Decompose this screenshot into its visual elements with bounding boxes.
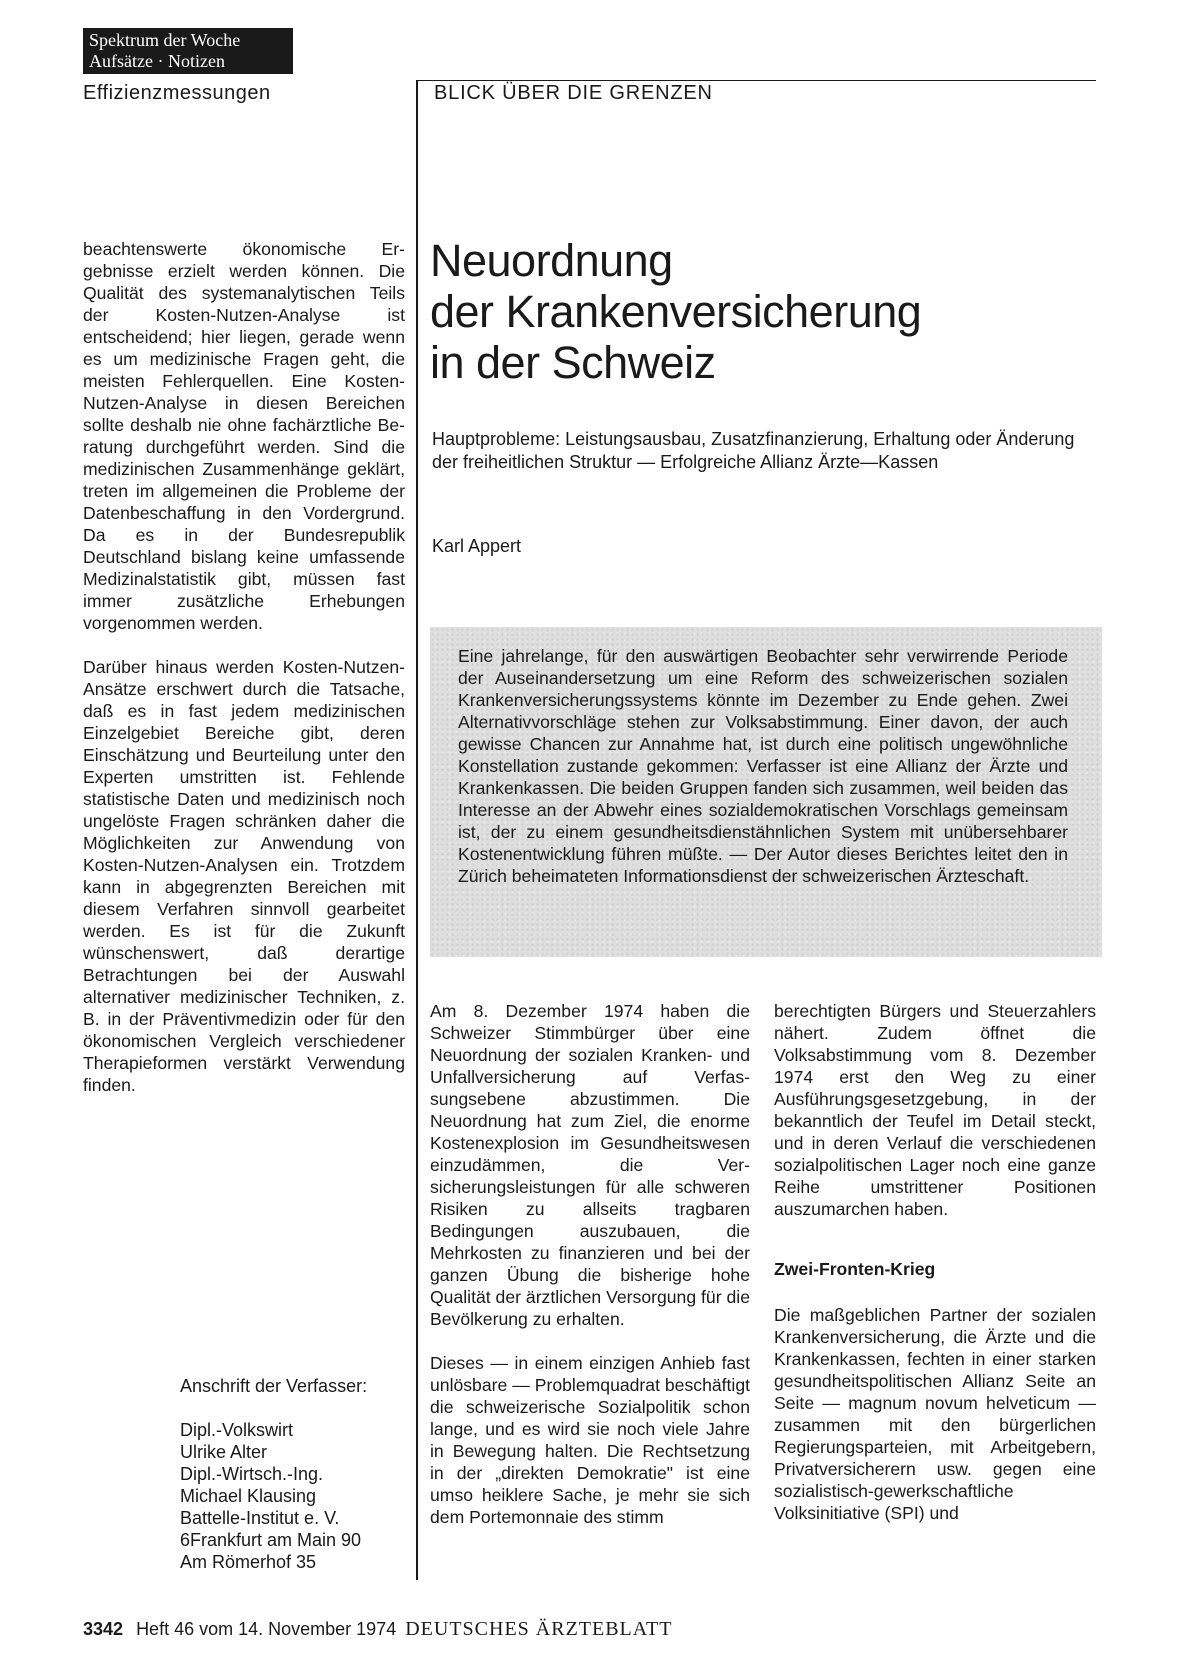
section-subheading: Zwei-Fronten-Krieg: [774, 1259, 936, 1279]
section-rubric: [83, 28, 293, 74]
address-line: Am Römerhof 35: [180, 1552, 317, 1572]
page-footer: [83, 1618, 672, 1641]
headline-line-1: Neuordnung: [430, 235, 673, 286]
headline-line-3: in der Schweiz: [430, 337, 716, 388]
author-address: [180, 1375, 410, 1573]
section-label-left: Effizienzmessungen: [83, 82, 271, 104]
address-line: Dipl.-Wirtsch.-Ing.: [180, 1464, 324, 1484]
middle-paragraph-2: Dieses — in einem einzigen Anhieb fast unlösbare — Problemquadrat beschäftigt die schweizerische Sozialpolitik schon lange, und es wird sie noch viele Jahre in Bewegung halten. Die Rechtsetzung in der „direkten Demokratie" ist eine umso heiklere Sache, je mehr sie sich dem Portemonnaie des stimm: [430, 1353, 750, 1527]
teaser-text: Eine jahrelange, für den auswärtigen Beobachter sehr verwirrende Periode der Auseinandersetzung um eine Reform des schweizerischen sozialen Krankenversicherungssystems könnte im Dezember zu Ende gehen. Zwei Alternativvorschläge stehen zur Volksabstimmung. Einer davon, der auch gewisse Chancen zur Annahme hat, ist durch eine politisch ungewöhnliche Konstellation zustande gekommen: Verfasser ist eine Allianz der Ärzte und Krankenkassen. Die beiden Gruppen fanden sich zusammen, weil beiden das Interesse an der Abwehr eines sozialdemokratischen Vorschlags gemeinsam ist, der zu einem gesundheitsdienstähnlichen System mit unübersehbarer Kostenentwicklung führen müßte. — Der Autor dieses Berichtes leitet den in Zürich beheimateten Informationsdienst der schweizerischen Ärzteschaft.: [458, 646, 1068, 886]
journal-name: DEUTSCHES ÄRZTEBLATT: [405, 1618, 673, 1640]
left-column: [83, 238, 405, 1096]
address-line: Battelle-Institut e. V.: [180, 1508, 340, 1528]
address-line: Dipl.-Volkswirt: [180, 1420, 294, 1440]
left-paragraph-2: Darüber hinaus werden Kosten-Nutzen-Ansätze erschwert durch die Tatsache, daß es in fast jedem medizinischen Einzelgebiet Bereiche gibt, deren Einschätzung und Beurteilung unter den Experten umstritten ist. Fehlende statistische Daten und medizinisch noch ungelöste Fragen schränken daher die Möglichkeiten zur Anwendung von Kosten-Nutzen-Analysen ein. Trotzdem kann in abgegrenzten Bereichen mit diesem Verfahren sinnvoll gearbeitet werden. Es ist für die Zukunft wünschenswert, daß derartige Betrachtungen bei der Auswahl alternativer medizinischer Techniken, z. B. in der Präventivmedizin oder für den ökonomischen Vergleich verschiedener Therapieformen verstärkt Verwendung finden.: [83, 657, 405, 1095]
issue-info: Heft 46 vom 14. November 1974: [136, 1619, 397, 1639]
middle-column: [430, 1000, 750, 1528]
article-subtitle: Hauptprobleme: Leistungsausbau, Zusatzfinanzierung, Erhaltung oder Änderung der freiheitlichen Struktur — Erfolgreiche Allianz Ärzte—Kassen: [432, 429, 1075, 472]
rubric-line-2: Aufsätze · Notizen: [89, 51, 225, 71]
headline-line-2: der Krankenversicherung: [430, 286, 922, 337]
right-paragraph-2: Die maßgeblichen Partner der sozialen Krankenversicherung, die Ärzte und die Krankenkassen, fechten in einer starken gesundheitspolitischen Allianz Seite an Seite — magnum novum helveticum — zusammen mit den bürgerlichen Regierungsparteien, mit Arbeitgebern, Privatversicherern usw. gegen eine sozialistisch-gewerkschaftliche Volksinitiative (SPI) und: [774, 1305, 1096, 1523]
article-author: Karl Appert: [432, 536, 522, 556]
teaser-box: [430, 627, 1102, 957]
left-paragraph-1: beachtenswerte ökonomische Ergebnisse erzielt werden können. Die Qualität des systemanalytischen Teils der Kosten-Nutzen-Analyse ist entscheidend; hier liegen, gerade wenn es um medizinische Fragen geht, die meisten Fehlerquellen. Eine Kosten-Nutzen-Analyse in diesen Bereichen sollte deshalb nie ohne fachärztliche Beratung durchgeführt werden. Sind die medizinischen Zusammenhänge geklärt, treten im allgemeinen die Probleme der Datenbeschaffung in den Vordergrund. Da es in der Bundesrepublik Deutschland bislang keine umfassende Medizinalstatistik gibt, müssen fast immer zusätzliche Erhebungen vorgenommen werden.: [83, 239, 405, 633]
article-headline: [430, 235, 1090, 388]
page-number: 3342: [83, 1619, 124, 1639]
top-rule: [418, 80, 1096, 81]
right-paragraph-1: berechtigten Bürgers und Steuerzahlers nähert. Zudem öffnet die Volksabstimmung vom 8. Dezember 1974 erst den Weg zu einer Ausführungsgesetzgebung, in der bekanntlich der Teufel im Detail steckt, und in deren Verlauf die verschiedenen sozialpolitischen Lager noch eine ganze Reihe umstrittener Positionen auszumarchen haben.: [774, 1001, 1096, 1219]
column-divider: [416, 80, 418, 1580]
address-line: Ulrike Alter: [180, 1442, 268, 1462]
rubric-line-1: Spektrum der Woche: [89, 30, 241, 50]
address-title: Anschrift der Verfasser:: [180, 1376, 368, 1396]
right-column: [774, 1000, 1096, 1524]
middle-paragraph-1: Am 8. Dezember 1974 haben die Schweizer Stimmbürger über eine Neuordnung der sozialen Kranken- und Unfallversicherung auf Verfassungsebene abzustimmen. Die Neuordnung hat zum Ziel, die enorme Kostenexplosion im Gesundheitswesen einzudämmen, die Versicherungsleistungen für alle schweren Risiken zu allseits tragbaren Bedingungen auszubauen, die Mehrkosten zu finanzieren und bei der ganzen Übung die bisherige hohe Qualität der ärztlichen Versorgung für die Bevölkerung zu erhalten.: [430, 1001, 750, 1329]
address-line: Michael Klausing: [180, 1486, 317, 1506]
address-line: 6Frankfurt am Main 90: [180, 1530, 362, 1550]
section-label-right: BLICK ÜBER DIE GRENZEN: [434, 82, 713, 104]
